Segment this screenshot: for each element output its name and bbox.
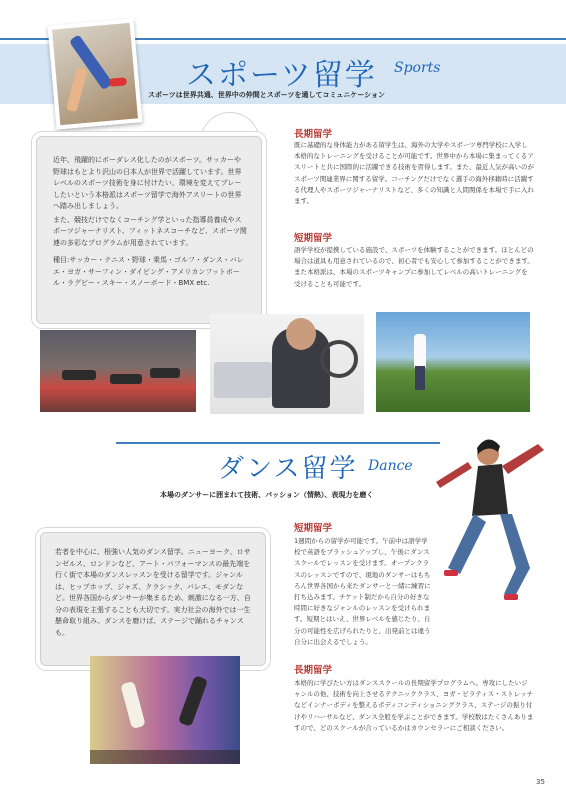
dance-intro-box [40,532,266,666]
dance-short-term-body: 1週間からの留学が可能です。午前中は語学学校で英語をブラッシュアップし、午後にダンススクールでレッスンを受けます。オープンクラスのレッスンですので、現地のダンサーはもちろん世界各国から来たダンサーと一緒に練習に打ち込みます。チケット制だから自分の好きな時間に好きなジャンルのレッスンを受けられます。短期とはいえ、世界レベルを感じたり、自分の可能性を広げられたりと、出発前とは違う自分に出会えるでしょう。 [294,537,431,646]
dance-title: ダンス留学 [218,454,358,484]
sports-events-list: 種目:サッカー・テニス・野球・乗馬・ゴルフ・ダンス・バレエ・ヨガ・サーフィン・ダイビング・アメリカンフットボール・ラグビー・スキー・スノーボード・BMX etc. [53,256,244,287]
sports-short-term-body: 語学学校が提携している施設で、スポーツを体験することができます。ほとんどの場合は道具も用意されているので、初心者でも安心して参加することができます。また本格派は、本場のスポーツキャンプに参加してレベルの高いトレーニングを受けることも可能です。 [294,246,534,288]
dance-long-term-body: 本格的に学びたい方はダンススクールの長期留学プログラムへ。専攻にしたいジャンルの他、技術を向上させるテクニッククラス、ヨガ・ピラティス・ストレッチなどインナーボディを整えるボディコンディショニングクラス、ステージの振り付けやリハーサルなど、ダンス全般を学ぶことができます。学校数はたくさんありますので、どのスクールが合っているかはカウンセラーにご相談ください。 [294,679,534,732]
sports-long-term-body: 既に基礎的な身体能力がある留学生は、海外の大学やスポーツ専門学校に入学し本格的なトレーニングを受けることが可能です。世界中から本場に集まってくるアスリートと共に国際的に活躍できる技術を習得します。また、最近人気が高いのがスポーツ関連業界に関する留学。コーチングだけでなく選手の海外移籍時に活躍する代理人やスポーツジャーナリストなど、多くの知識と人間関係を本場で手に入れます。 [294,141,534,206]
sports-title: スポーツ留学 [186,58,377,93]
dance-rule [116,442,440,444]
dance-long-term-heading: 長期留学 [294,665,333,676]
dance-subtitle: 本場のダンサーに囲まれて技術、パッション（情熱）、表現力を磨く [160,491,374,499]
sports-intro-box [36,136,262,324]
page-number: 35 [536,778,545,786]
sports-journalist-photo [210,314,364,414]
runner-photo [48,18,143,129]
sports-intro-para-2: また、競技だけでなくコーチング学といった指導員養成やスポーツジャーナリスト、フィットネスコーチなど、スポーツ関連の多彩なプログラムが用意されています。 [53,215,247,247]
sports-long-term-heading: 長期留学 [294,129,333,140]
dance-short-term-heading: 短期留学 [294,523,333,534]
sports-intro-para-1: 近年、飛躍的にボーダレス化したのがスポーツ。サッカーや野球はもとより沢山の日本人が世界で活躍しています。世界レベルのスポーツ技術を身に付けたい、環境を変えてプレーしたいという本格派はスポーツ留学で海外アスリートの世界へ踏み出しましょう。 [53,156,242,210]
golf-photo [376,312,530,412]
sports-subtitle: スポーツは世界共通、世界中の仲間とスポーツを通してコミュニケーション [148,91,386,99]
dancer-photo [420,418,560,608]
dance-intro-text: 若者を中心に、根強い人気のダンス留学。ニューヨーク、ロサンゼルス、ロンドンなど、アート・パフォーマンスの最先端を行く街で本場のダンスレッスンを受ける留学です。ジャンルは、ヒップホップ、ジャズ、クラシック、バレエ、モダンなど。世界各国からダンサーが集まるため、刺激になる一方、自分の表現を主張することも大切です。実力社会の海外では一生懸命取り組み、ダンスを磨けば、ステージで踊れるチャンスも。 [55,548,251,637]
dance-performance-photo [90,656,240,764]
sports-title-en: Sports [394,60,441,76]
sports-short-term-heading: 短期留学 [294,233,333,244]
gym-training-photo [40,330,196,412]
dance-title-en: Dance [368,458,413,474]
